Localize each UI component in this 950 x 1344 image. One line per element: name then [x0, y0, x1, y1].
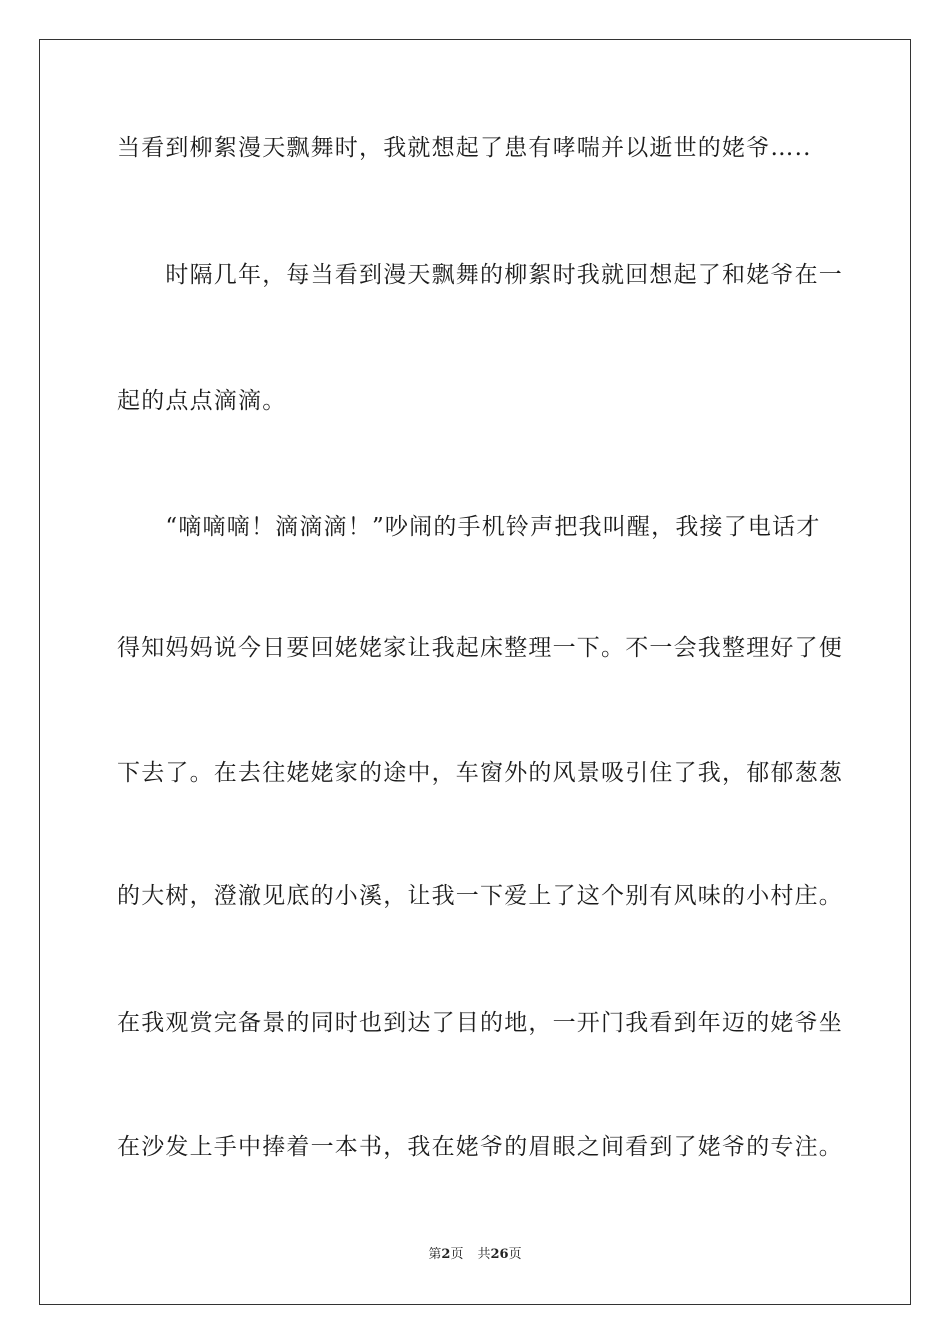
total-pages: 26: [490, 1247, 509, 1262]
total-suffix: 页: [508, 1247, 522, 1262]
total-prefix: 共: [477, 1247, 491, 1262]
page-border: [39, 39, 911, 1305]
page-footer: [0, 1246, 950, 1264]
page-number: 2: [441, 1247, 451, 1262]
text-line-4: “嘀嘀嘀！滴滴滴！”吵闹的手机铃声把我叫醒，我接了电话才: [117, 514, 821, 540]
text-line-5: 得知妈妈说今日要回姥姥家让我起床整理一下。不一会我整理好了便: [117, 635, 843, 661]
text-line-6: 下去了。在去往姥姥家的途中，车窗外的风景吸引住了我，郁郁葱葱: [117, 760, 843, 786]
text-line-8: 在我观赏完备景的同时也到达了目的地，一开门我看到年迈的姥爷坐: [117, 1010, 843, 1036]
page-prefix: 第: [428, 1247, 442, 1262]
text-line-2: 时隔几年，每当看到漫天飘舞的柳絮时我就回想起了和姥爷在一: [117, 262, 843, 288]
text-line-7: 的大树，澄澈见底的小溪，让我一下爱上了这个别有风味的小村庄。: [117, 883, 843, 909]
text-line-9: 在沙发上手中捧着一本书，我在姥爷的眉眼之间看到了姥爷的专注。: [117, 1134, 843, 1160]
page-suffix: 页: [450, 1247, 464, 1262]
text-line-3: 起的点点滴滴。: [117, 388, 287, 414]
text-line-1: 当看到柳絮漫天飘舞时，我就想起了患有哮喘并以逝世的姥爷…..: [117, 135, 812, 161]
